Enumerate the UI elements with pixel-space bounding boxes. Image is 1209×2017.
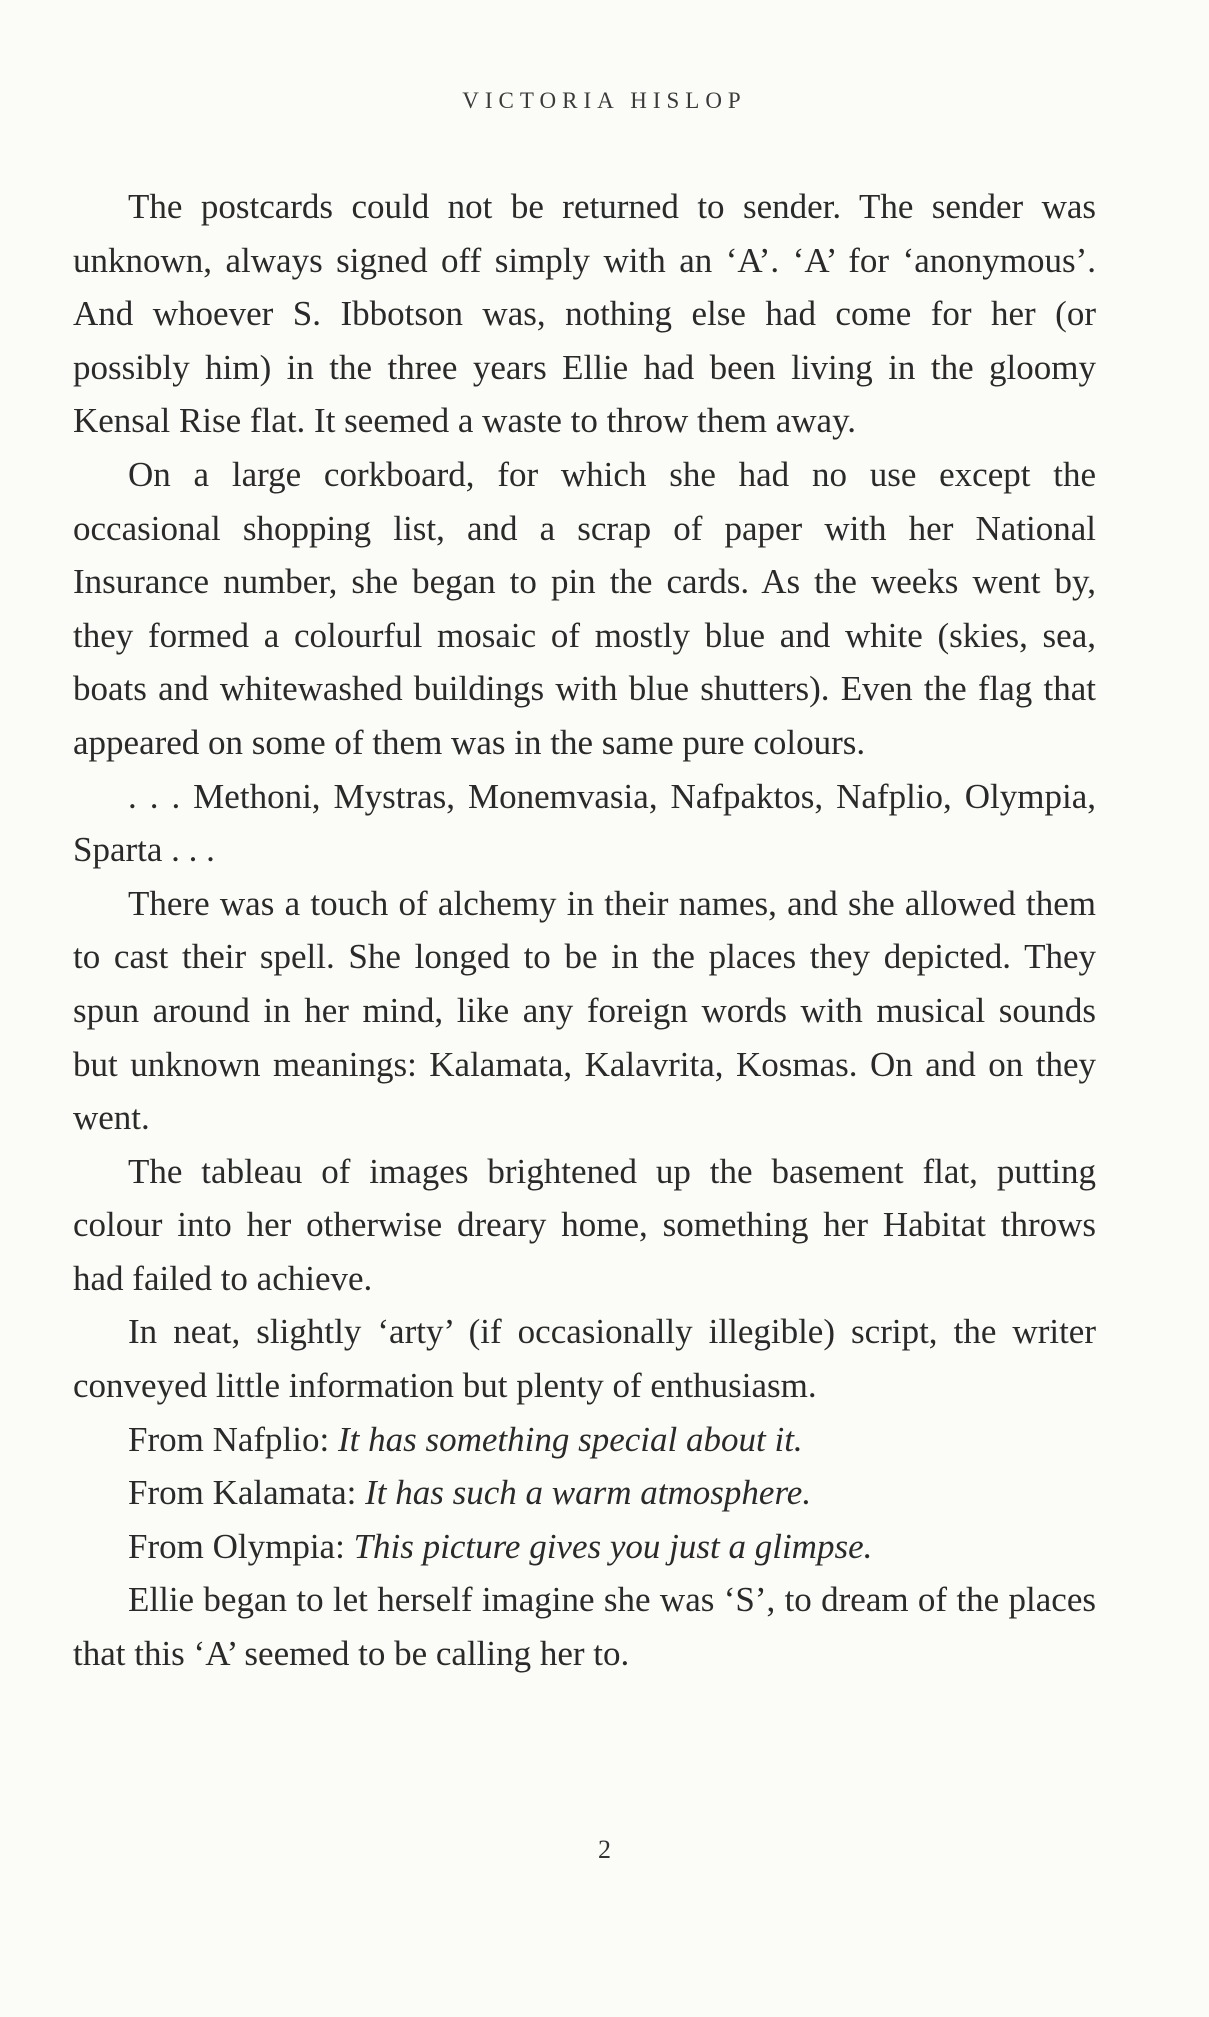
postcard-quote-olympia (73, 1520, 1096, 1574)
running-head: VICTORIA HISLOP (462, 88, 747, 113)
quote-prefix: From Nafplio: (128, 1419, 338, 1459)
quote-text: This picture gives you just a glimpse. (353, 1526, 873, 1566)
postcard-quote-nafplio (73, 1413, 1096, 1467)
quote-prefix: From Olympia: (128, 1526, 354, 1566)
paragraph: On a large corkboard, for which she had no use except the occasional shopping list, and a scrap of paper with her National Insurance number, she began to pin the cards. As the weeks went by, they formed a colourful mosaic of mostly blue and white (skies, sea, boats and whitewashed buildings with blue shutters). Even the flag that appeared on some of them was in the same pure colours. (73, 454, 1096, 762)
page-number: 2 (598, 1835, 611, 1864)
closing-paragraph: Ellie began to let herself imagine she was ‘S’, to dream of the places that this ‘A’ seemed to be calling her to. (73, 1580, 1096, 1674)
body-text (73, 180, 1096, 1681)
paragraph: In neat, slightly ‘arty’ (if occasionally illegible) script, the writer conveyed little information but plenty of enthusiasm. (73, 1312, 1096, 1406)
quote-text: It has such a warm atmosphere. (365, 1473, 812, 1513)
paragraph: The postcards could not be returned to sender. The sender was unknown, always signed off simply with an ‘A’. ‘A’ for ‘anonymous’. And whoever S. Ibbotson was, nothing else had come for her (or possibly him) in the three years Ellie had been living in the gloomy Kensal Rise flat. It seemed a waste to throw them away. (73, 187, 1096, 441)
place-names-paragraph: . . . Methoni, Mystras, Monemvasia, Nafpaktos, Nafplio, Olympia, Sparta . . . (73, 776, 1096, 870)
quote-prefix: From Kalamata: (128, 1473, 366, 1513)
quote-text: It has something special about it. (337, 1419, 803, 1459)
paragraph: There was a touch of alchemy in their names, and she allowed them to cast their spell. She longed to be in the places they depicted. They spun around in her mind, like any foreign words with musical sounds but unknown meanings: Kalamata, Kalavrita, Kosmas. On and on they went. (73, 883, 1096, 1138)
paragraph: The tableau of images brightened up the basement flat, putting colour into her otherwise dreary home, something her Habitat throws had failed to achieve. (73, 1151, 1096, 1298)
postcard-quote-kalamata (73, 1466, 1096, 1520)
